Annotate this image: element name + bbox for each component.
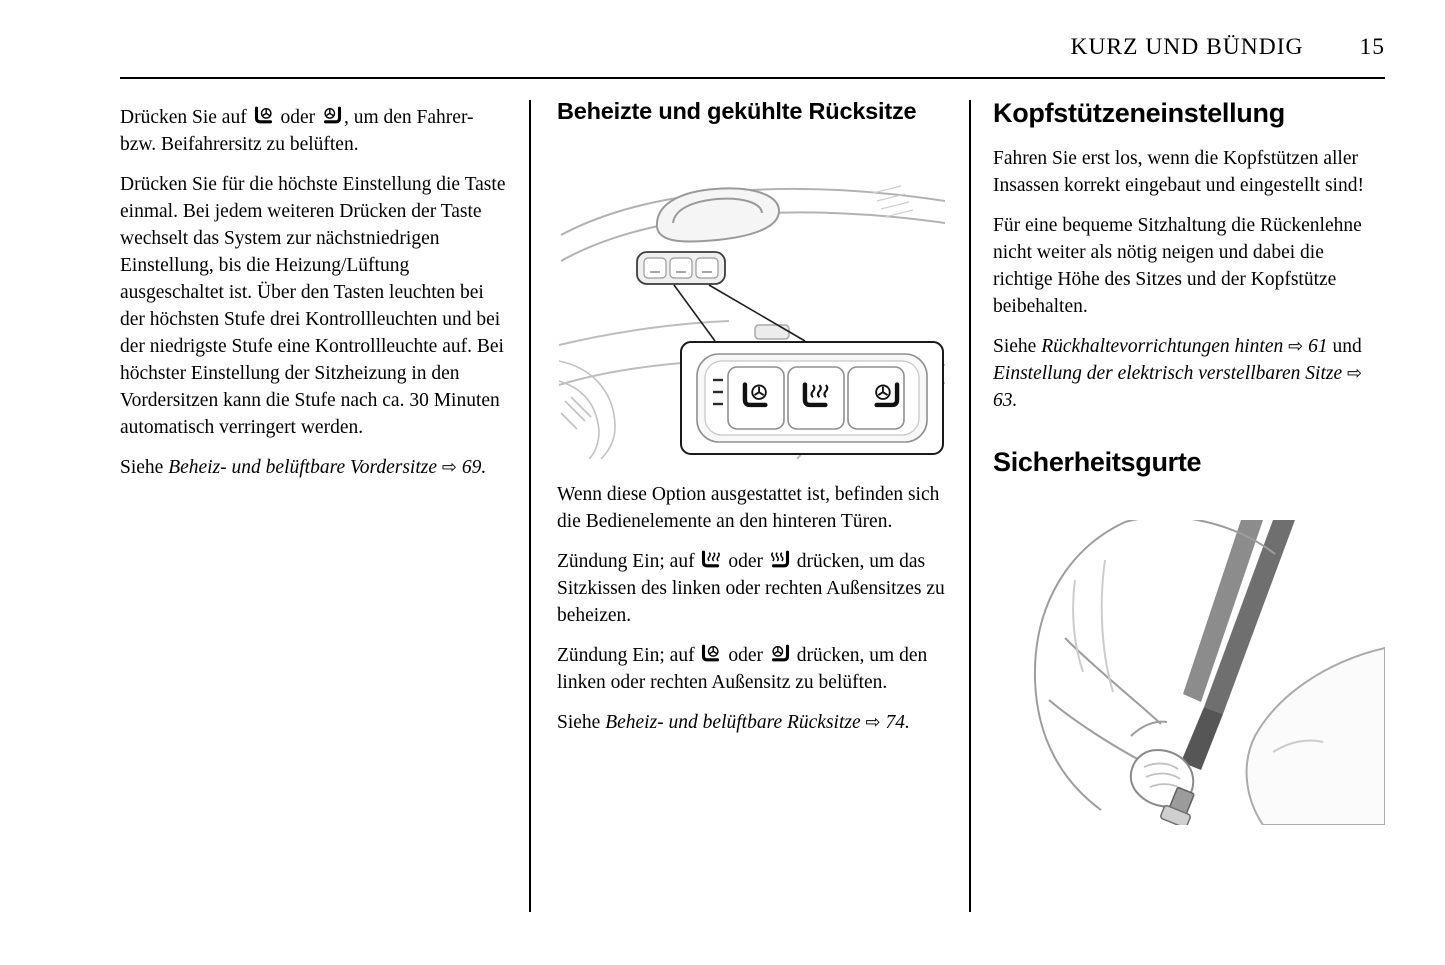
paragraph: Für eine bequeme Sitzhaltung die Rückenlehne nicht weiter als nötig neigen und dabei die richtige Höhe des Sitzes und der Kopfstütze beibehalten.	[993, 215, 1362, 317]
page-reference-arrow-icon: ⇨	[1347, 363, 1363, 384]
text-run: Zündung Ein; auf	[557, 645, 695, 666]
text-run: drücken, um das Sitzkissen des linken oder rechten Außensitzes zu beheizen.	[557, 551, 945, 626]
page-title: KURZ UND BÜNDIG	[1070, 34, 1304, 60]
paragraph	[557, 642, 949, 696]
reference-page: 74.	[885, 712, 910, 733]
reference-page: 61	[1308, 336, 1328, 357]
page-number: 15	[1359, 34, 1385, 60]
page-reference-arrow-icon: ⇨	[441, 457, 457, 478]
seat-ventilation-icon	[252, 106, 276, 126]
text-run: Siehe	[557, 712, 601, 733]
text-run: Siehe	[120, 457, 164, 478]
seat-belt-buckling-illustration	[1005, 520, 1385, 825]
section-heading: Beheizte und gekühlte Rücksitze	[557, 98, 917, 124]
column-left	[120, 104, 512, 494]
door-seat-control-cluster	[637, 252, 725, 284]
paragraph: Fahren Sie erst los, wenn die Kopfstützen aller Insassen korrekt eingebaut und eingestellt sind!	[993, 148, 1364, 196]
reference-title: Einstellung der elektrisch verstellbaren Sitze	[993, 363, 1343, 384]
person-leg	[1247, 648, 1385, 825]
reference-page: 63.	[993, 390, 1018, 411]
seat-ventilation-icon	[768, 644, 792, 664]
door-pull-handle	[657, 188, 779, 241]
paragraph: Drücken Sie für die höchste Einstellung die Taste einmal. Bei jedem weiteren Drücken der Taste wechselt das System zur nächstniedrigen Einstellung, bis die Heizung/Lüftung ausgeschaltet ist. Über den Tasten leuchten bei der höchsten Stufe drei Kontrollleuchten und bei der niedrigste Stufe eine Kontrollleuchte auf. Bei höchster Einstellung der Sitzheizung in den Vordersitzen kann die Stufe nach ca. 30 Minuten automatisch verringert werden.	[120, 174, 506, 438]
text-run: Siehe	[993, 336, 1037, 357]
text-run: oder	[728, 645, 763, 666]
seat-heating-icon	[768, 550, 792, 570]
paragraph	[120, 104, 512, 158]
text-run: , um den Fahrer- bzw. Beifahrersitz zu belüften.	[120, 107, 474, 155]
seat-heating-icon	[699, 550, 723, 570]
door-trim-hatch	[873, 186, 913, 217]
text-run: Drücken Sie auf	[120, 107, 247, 128]
page-header	[120, 34, 1385, 61]
column-divider	[529, 100, 531, 912]
text-run: Zündung Ein; auf	[557, 551, 695, 572]
text-run: und	[1332, 336, 1362, 357]
paragraph	[557, 548, 949, 629]
door-speaker	[559, 361, 615, 459]
window-switch	[755, 325, 789, 339]
seat-ventilation-icon	[699, 644, 723, 664]
column-middle	[557, 97, 949, 749]
text-run: oder	[280, 107, 316, 128]
section-heading: Kopfstützeneinstellung	[993, 98, 1285, 128]
page-reference-arrow-icon: ⇨	[1288, 336, 1304, 357]
column-right	[993, 97, 1387, 825]
see-reference	[993, 333, 1387, 414]
see-reference	[557, 709, 949, 736]
seat-ventilation-icon	[320, 106, 344, 126]
seat-belt-figure	[1005, 520, 1387, 825]
reference-page: 69.	[461, 457, 487, 478]
paragraph: Wenn diese Option ausgestattet ist, befinden sich die Bedienelemente an den hinteren Türen.	[557, 484, 940, 532]
text-run: drücken, um den linken oder rechten Außensitz zu belüften.	[557, 645, 928, 693]
reference-title: Rückhaltevorrichtungen hinten	[1041, 336, 1284, 357]
see-reference	[120, 454, 512, 481]
reference-title: Beheiz- und belüftbare Rücksitze	[605, 712, 861, 733]
text-run: oder	[728, 551, 763, 572]
section-heading: Sicherheitsgurte	[993, 447, 1202, 477]
page-reference-arrow-icon: ⇨	[865, 712, 881, 733]
reference-title: Beheiz- und belüftbare Vordersitze	[168, 457, 438, 478]
column-divider	[969, 100, 971, 912]
header-rule	[120, 77, 1385, 79]
rear-door-climate-controls-illustration	[557, 149, 947, 459]
rear-door-controls-figure	[557, 149, 949, 459]
